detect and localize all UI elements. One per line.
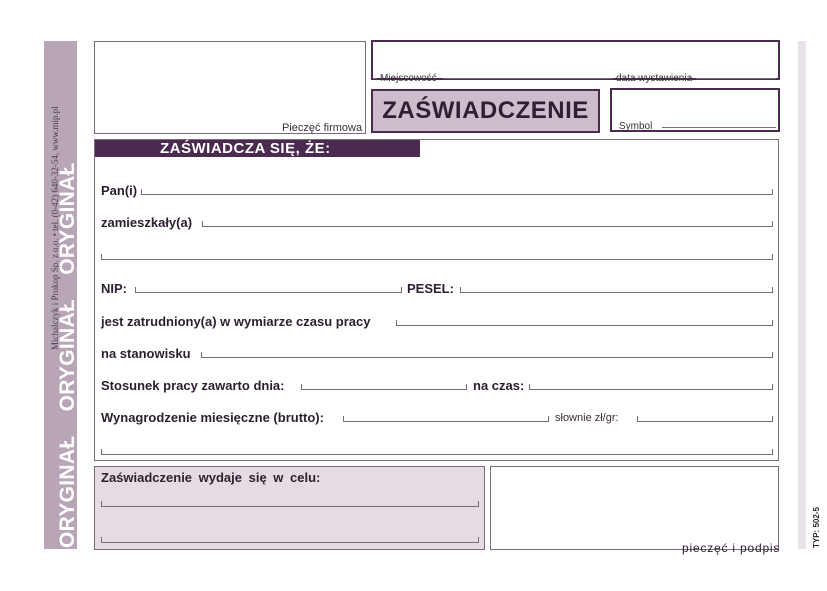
type-code: TYP: 502-5 — [812, 507, 821, 548]
nip-field[interactable] — [135, 287, 402, 293]
place-line — [443, 78, 613, 79]
signature-line — [490, 549, 662, 550]
watermark-3: ORYGINAŁ — [56, 162, 79, 275]
contract-date-label: Stosunek pracy zawarto dnia: — [101, 378, 285, 393]
salary-words-label: słownie zł/gr: — [555, 412, 619, 424]
nip-label: NIP: — [101, 281, 127, 296]
duration-field[interactable] — [529, 384, 773, 390]
salary-label: Wynagrodzenie miesięczne (brutto): — [101, 410, 324, 425]
watermark-2: ORYGINAŁ — [56, 298, 79, 412]
watermark-1: ORYGINAŁ — [56, 435, 79, 548]
place-label: Miejscowość — [380, 73, 437, 84]
name-field[interactable] — [141, 189, 773, 195]
symbol-line — [662, 127, 776, 128]
position-label: na stanowisku — [101, 346, 191, 361]
name-label: Pan(i) — [101, 183, 138, 198]
position-field[interactable] — [201, 352, 773, 358]
purpose-label: Zaświadczenie wydaje się w celu: — [101, 470, 321, 485]
company-stamp-box[interactable] — [94, 41, 366, 134]
salary-field[interactable] — [343, 416, 549, 422]
form-heading: ZAŚWIADCZA SIĘ, ŻE: — [95, 140, 420, 157]
pesel-label: PESEL: — [407, 281, 454, 296]
employment-field[interactable] — [396, 320, 773, 326]
stamp-label: Pieczęć firmowa — [282, 122, 363, 134]
stamp-line — [94, 133, 169, 134]
salary-words-field-2[interactable] — [101, 449, 773, 455]
address-label: zamieszkały(a) — [101, 215, 193, 230]
pesel-field[interactable] — [460, 287, 773, 293]
address-field-2[interactable] — [101, 254, 773, 260]
employment-label: jest zatrudniony(a) w wymiarze czasu pracy — [101, 314, 371, 329]
symbol-label: Symbol — [619, 121, 653, 132]
contract-date-field[interactable] — [301, 384, 467, 390]
signature-label: pieczęć i podpis — [682, 541, 781, 555]
right-strip — [798, 41, 806, 549]
purpose-field-1[interactable] — [101, 501, 479, 507]
address-field[interactable] — [202, 221, 773, 227]
watermark-text — [56, 144, 80, 548]
duration-label: na czas: — [473, 378, 525, 393]
publisher-info: Michalczyk i Prokop Sp. z o.o. • tel. (0-42) 640-32-54, www.mip.pl — [50, 106, 60, 350]
purpose-field-2[interactable] — [101, 537, 479, 543]
date-label: data wystawienia — [616, 73, 693, 84]
place-line-start — [373, 78, 377, 79]
document-title: ZAŚWIADCZENIE — [371, 89, 600, 133]
date-line — [696, 78, 776, 79]
signature-box[interactable] — [490, 466, 779, 550]
salary-words-field[interactable] — [637, 416, 773, 422]
